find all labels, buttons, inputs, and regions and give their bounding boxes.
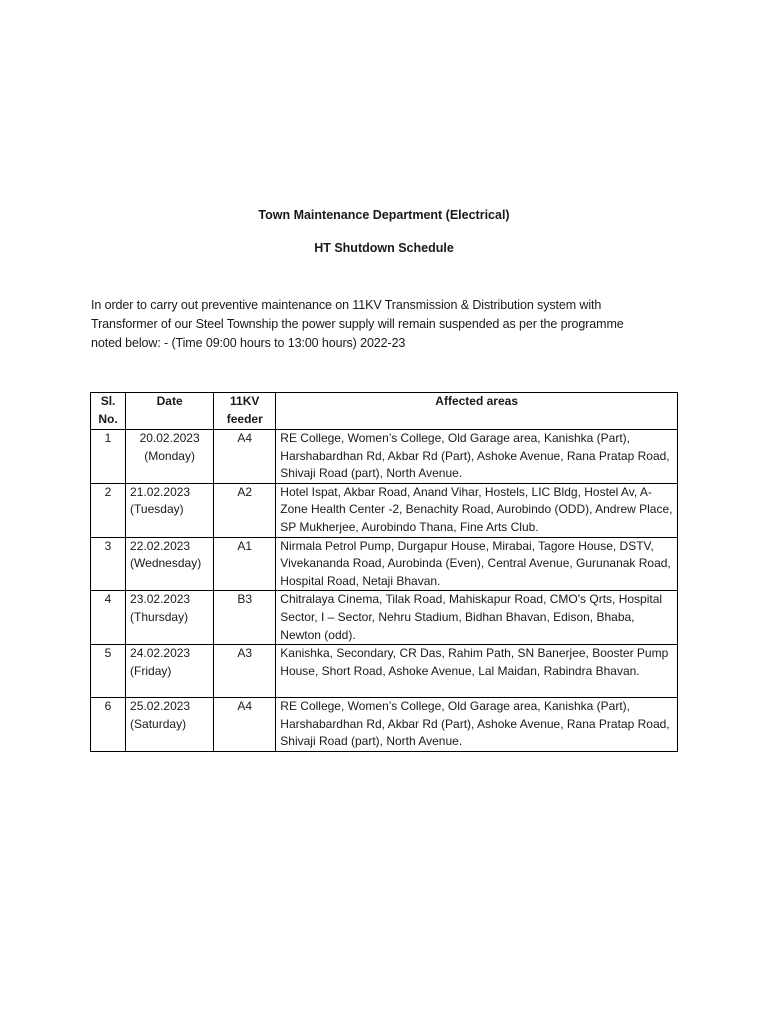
day-value: (Thursday) — [130, 609, 189, 624]
cell-feeder: A4 — [214, 430, 276, 484]
cell-date — [126, 430, 214, 484]
cell-areas: Chitralaya Cinema, Tilak Road, Mahiskapur Road, CMO's Qrts, Hospital Sector, I – Sector, Nehru Stadium, Bidhan Bhavan, Edison, Bhaba, Newton (odd). — [276, 591, 678, 645]
cell-sl: 4 — [91, 591, 126, 645]
table-row — [91, 645, 678, 698]
cell-feeder: A1 — [214, 537, 276, 591]
date-value: 25.02.2023 — [130, 699, 191, 714]
date-value: 21.02.2023 — [130, 484, 191, 499]
cell-areas: Kanishka, Secondary, CR Das, Rahim Path, SN Banerjee, Booster Pump House, Short Road, Ashoke Avenue, Lal Maidan, Rabindra Bhavan. — [276, 645, 678, 698]
date-value: 22.02.2023 — [130, 538, 191, 553]
intro-line: noted below: - (Time 09:00 hours to 13:00 hours) 2022-23 — [91, 336, 406, 350]
cell-date — [126, 537, 214, 591]
header-date: Date — [126, 393, 214, 430]
header-affected-areas: Affected areas — [276, 393, 678, 430]
schedule-title: HT Shutdown Schedule — [314, 241, 454, 255]
cell-feeder: A2 — [214, 483, 276, 537]
table-row — [91, 483, 678, 537]
intro-line: In order to carry out preventive maintenance on 11KV Transmission & Distribution system with — [91, 298, 602, 312]
cell-date — [126, 483, 214, 537]
date-value: 24.02.2023 — [130, 646, 191, 661]
day-value: (Wednesday) — [130, 556, 202, 571]
cell-areas: Hotel Ispat, Akbar Road, Anand Vihar, Hostels, LIC Bldg, Hostel Av, A-Zone Health Center -2, Benachity Road, Aurobindo (ODD), Andrew Place, SP Mukherjee, Aurobindo Thana, Fine Arts Club. — [276, 483, 678, 537]
table-header-row — [91, 393, 678, 430]
cell-sl: 6 — [91, 698, 126, 752]
intro-paragraph — [91, 296, 681, 353]
cell-sl: 1 — [91, 430, 126, 484]
cell-feeder: B3 — [214, 591, 276, 645]
cell-areas: Nirmala Petrol Pump, Durgapur House, Mirabai, Tagore House, DSTV, Vivekananda Road, Aurobinda (Even), Central Avenue, Gurunanak Road, Hospital Road, Netaji Bhavan. — [276, 537, 678, 591]
day-value: (Friday) — [130, 663, 172, 678]
date-value: 20.02.2023 — [139, 431, 200, 445]
table-row — [91, 591, 678, 645]
day-value: (Saturday) — [130, 716, 187, 731]
cell-date — [126, 591, 214, 645]
shutdown-schedule-table — [90, 392, 678, 752]
table-row — [91, 537, 678, 591]
cell-sl: 2 — [91, 483, 126, 537]
header-feeder: 11KV feeder — [214, 393, 276, 430]
header-sl-no: Sl. No. — [91, 393, 126, 430]
day-value: (Tuesday) — [130, 502, 184, 517]
department-title: Town Maintenance Department (Electrical) — [258, 208, 510, 222]
cell-date — [126, 698, 214, 752]
cell-date — [126, 645, 214, 698]
table-row — [91, 430, 678, 484]
cell-sl: 3 — [91, 537, 126, 591]
date-value: 23.02.2023 — [130, 592, 191, 607]
cell-feeder: A3 — [214, 645, 276, 698]
cell-feeder: A4 — [214, 698, 276, 752]
day-value: (Monday) — [144, 448, 195, 463]
cell-areas: RE College, Women’s College, Old Garage area, Kanishka (Part), Harshabardhan Rd, Akbar Rd (Part), Ashoke Avenue, Rana Pratap Road, Shivaji Road (part), North Avenue. — [276, 698, 678, 752]
table-row — [91, 698, 678, 752]
cell-sl: 5 — [91, 645, 126, 698]
cell-areas: RE College, Women’s College, Old Garage area, Kanishka (Part), Harshabardhan Rd, Akbar Rd (Part), Ashoke Avenue, Rana Pratap Road, Shivaji Road (part), North Avenue. — [276, 430, 678, 484]
intro-line: Transformer of our Steel Township the power supply will remain suspended as per the programme — [91, 317, 624, 331]
